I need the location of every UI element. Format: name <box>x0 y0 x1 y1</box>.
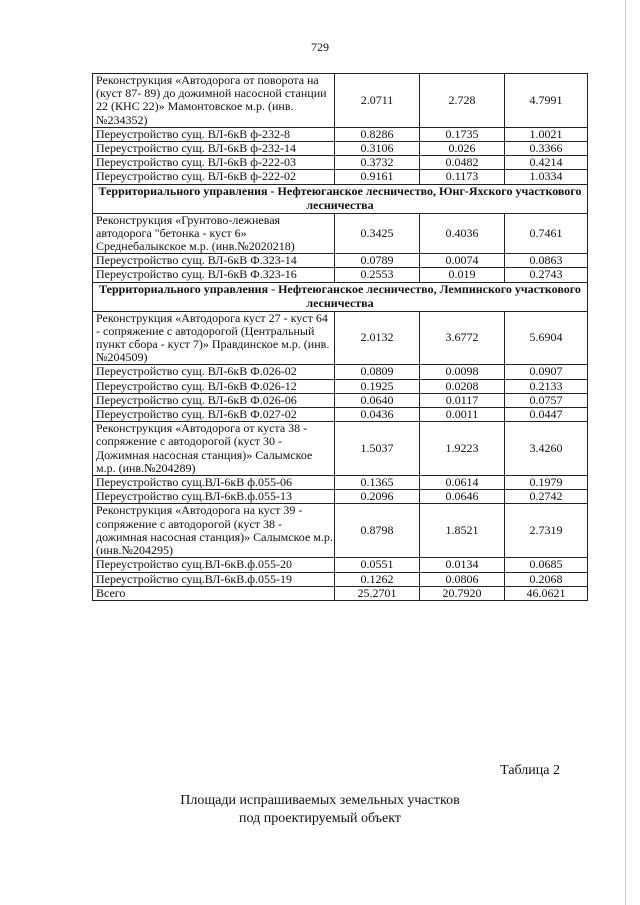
table-row <box>93 156 588 170</box>
object-name-cell: Переустройство сущ. ВЛ-6кВ ф-232-14 <box>93 142 335 156</box>
area-value-1: 0.0809 <box>335 365 420 379</box>
area-value-2: 2.728 <box>420 74 505 128</box>
land-area-table-container <box>92 73 587 601</box>
subtitle-line-1: Площади испрашиваемых земельных участков <box>180 793 460 808</box>
table-row <box>93 558 588 572</box>
area-total: 1.0334 <box>505 170 588 184</box>
area-value-2: 0.0117 <box>420 393 505 407</box>
area-value-2: 0.0074 <box>420 254 505 268</box>
area-value-1: 0.1262 <box>335 572 420 586</box>
area-value-1: 0.0551 <box>335 558 420 572</box>
section-header-row <box>93 184 588 213</box>
object-name-cell: Переустройство сущ. ВЛ-6кВ ф-232-8 <box>93 127 335 141</box>
area-total: 0.2742 <box>505 490 588 504</box>
area-value-1: 1.5037 <box>335 422 420 476</box>
object-name-cell: Переустройство сущ.ВЛ-6кВ.ф.055-19 <box>93 572 335 586</box>
area-total: 0.2743 <box>505 268 588 282</box>
area-value-2: 0.019 <box>420 268 505 282</box>
area-value-1: 0.2553 <box>335 268 420 282</box>
table-row <box>93 142 588 156</box>
total-value-1: 25.2701 <box>335 586 420 600</box>
table-row <box>93 254 588 268</box>
area-value-2: 3.6772 <box>420 311 505 365</box>
table-row <box>93 311 588 365</box>
area-value-2: 0.0208 <box>420 379 505 393</box>
total-row <box>93 586 588 600</box>
object-name-cell: Переустройство сущ.ВЛ-6кВ ф.055-06 <box>93 476 335 490</box>
object-name-cell: Реконструкция «Автодорога куст 27 - куст 64 - сопряжение с автодорогой (Центральный пункт сбора - куст 7)» Правдинское м.р. (инв.№204509) <box>93 311 335 365</box>
area-total: 0.0863 <box>505 254 588 268</box>
area-total: 0.4214 <box>505 156 588 170</box>
table-caption: Таблица 2 <box>500 763 560 778</box>
table-row <box>93 504 588 558</box>
area-value-1: 0.9161 <box>335 170 420 184</box>
area-value-1: 0.0789 <box>335 254 420 268</box>
area-value-1: 0.8798 <box>335 504 420 558</box>
area-total: 0.0757 <box>505 393 588 407</box>
table-body <box>93 74 588 601</box>
object-name-cell: Переустройство сущ.ВЛ-6кВ.ф.055-13 <box>93 490 335 504</box>
object-name-cell: Переустройство сущ. ВЛ-6кВ Ф.026-12 <box>93 379 335 393</box>
section-header: Территориального управления - Нефтеюганское лесничество, Лемпинского участкового лесничества <box>93 282 588 311</box>
area-total: 5.6904 <box>505 311 588 365</box>
area-value-1: 0.1925 <box>335 379 420 393</box>
area-value-2: 0.026 <box>420 142 505 156</box>
object-name-cell: Реконструкция «Автодорога от поворота на (куст 87- 89) до дожимной насосной станции 22 (КНС 22)» Мамонтовское м.р. (инв.№234352) <box>93 74 335 128</box>
area-total: 4.7991 <box>505 74 588 128</box>
area-total: 0.7461 <box>505 213 588 254</box>
object-name-cell: Переустройство сущ. ВЛ-6кВ Ф.323-16 <box>93 268 335 282</box>
area-value-2: 0.4036 <box>420 213 505 254</box>
area-total: 2.7319 <box>505 504 588 558</box>
area-value-2: 0.1173 <box>420 170 505 184</box>
object-name-cell: Переустройство сущ. ВЛ-6кВ Ф.026-02 <box>93 365 335 379</box>
table-row <box>93 476 588 490</box>
area-value-1: 2.0711 <box>335 74 420 128</box>
area-total: 0.2133 <box>505 379 588 393</box>
area-value-2: 0.0098 <box>420 365 505 379</box>
area-value-2: 0.0011 <box>420 408 505 422</box>
table-row <box>93 170 588 184</box>
table-row <box>93 213 588 254</box>
table-row <box>93 572 588 586</box>
table-subtitle <box>0 792 640 828</box>
area-total: 1.0021 <box>505 127 588 141</box>
object-name-cell: Реконструкция «Грунтово-лежневая автодорога "бетонка - куст 6» Среднебалыкское м.р. (инв.№2020218) <box>93 213 335 254</box>
area-value-2: 0.0134 <box>420 558 505 572</box>
object-name-cell: Реконструкция «Автодорога от куста 38 - сопряжение с автодорогой (куст 30 - Дожимная насосная станция)» Салымское м.р. (инв.№204289) <box>93 422 335 476</box>
area-total: 0.0907 <box>505 365 588 379</box>
table-row <box>93 127 588 141</box>
area-value-2: 0.1735 <box>420 127 505 141</box>
table-row <box>93 365 588 379</box>
area-value-1: 2.0132 <box>335 311 420 365</box>
land-area-table <box>92 73 588 601</box>
object-name-cell: Переустройство сущ. ВЛ-6кВ Ф.026-06 <box>93 393 335 407</box>
area-total: 0.1979 <box>505 476 588 490</box>
area-total: 0.3366 <box>505 142 588 156</box>
object-name-cell: Переустройство сущ. ВЛ-6кВ ф-222-02 <box>93 170 335 184</box>
area-total: 0.2068 <box>505 572 588 586</box>
area-value-2: 1.9223 <box>420 422 505 476</box>
area-value-2: 1.8521 <box>420 504 505 558</box>
area-value-2: 0.0646 <box>420 490 505 504</box>
area-total: 0.0685 <box>505 558 588 572</box>
subtitle-line-2: под проектируемый объект <box>239 811 401 826</box>
area-value-1: 0.1365 <box>335 476 420 490</box>
total-value-3: 46.0621 <box>505 586 588 600</box>
area-value-1: 0.8286 <box>335 127 420 141</box>
area-value-1: 0.0436 <box>335 408 420 422</box>
table-row <box>93 490 588 504</box>
area-value-1: 0.2096 <box>335 490 420 504</box>
section-header-row <box>93 282 588 311</box>
area-value-2: 0.0806 <box>420 572 505 586</box>
object-name-cell: Переустройство сущ. ВЛ-6кВ Ф.323-14 <box>93 254 335 268</box>
area-value-2: 0.0482 <box>420 156 505 170</box>
object-name-cell: Переустройство сущ.ВЛ-6кВ.ф.055-20 <box>93 558 335 572</box>
area-value-1: 0.3732 <box>335 156 420 170</box>
area-value-1: 0.3106 <box>335 142 420 156</box>
table-row <box>93 379 588 393</box>
object-name-cell: Реконструкция «Автодорога на куст 39 - сопряжение с автодорогой (куст 38 - дожимная насосная станция)» Салымское м.р. (инв.№204295) <box>93 504 335 558</box>
total-value-2: 20.7920 <box>420 586 505 600</box>
page-number: 729 <box>311 40 329 54</box>
table-row <box>93 268 588 282</box>
table-row <box>93 422 588 476</box>
area-value-1: 0.0640 <box>335 393 420 407</box>
scan-edge-line <box>625 0 626 905</box>
area-value-2: 0.0614 <box>420 476 505 490</box>
object-name-cell: Переустройство сущ. ВЛ-6кВ Ф.027-02 <box>93 408 335 422</box>
object-name-cell: Переустройство сущ. ВЛ-6кВ ф-222-03 <box>93 156 335 170</box>
area-total: 3.4260 <box>505 422 588 476</box>
table-row <box>93 74 588 128</box>
section-header: Территориального управления - Нефтеюганское лесничество, Юнг-Яхского участкового лесничества <box>93 184 588 213</box>
area-total: 0.0447 <box>505 408 588 422</box>
table-row <box>93 393 588 407</box>
table-row <box>93 408 588 422</box>
total-label: Всего <box>93 586 335 600</box>
area-value-1: 0.3425 <box>335 213 420 254</box>
